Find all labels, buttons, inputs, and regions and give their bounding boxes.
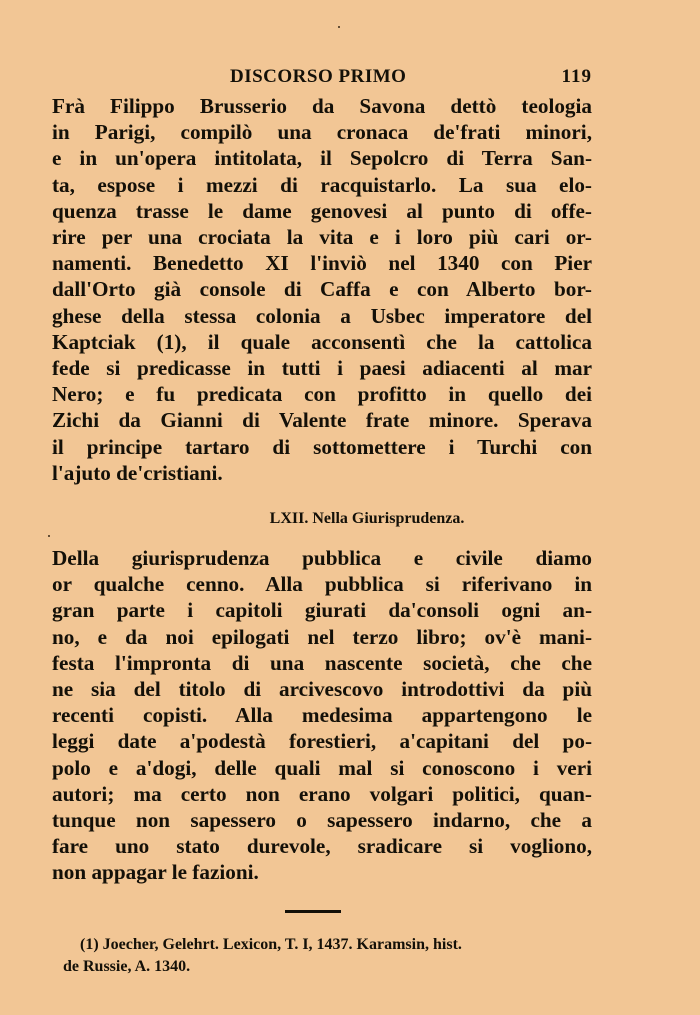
paragraph-1-line: dall'Orto già console di Caffa e con Alberto bor-: [52, 277, 592, 302]
footnote-line: (1) Joecher, Gelehrt. Lexicon, T. I, 1437. Karamsin, hist.: [80, 936, 462, 953]
paragraph-2-line: polo e a'dogi, delle quali mal si conoscono i veri: [52, 755, 592, 780]
paragraph-1-line: namenti. Benedetto XI l'inviò nel 1340 con Pier: [52, 251, 592, 276]
footnote-line: de Russie, A. 1340.: [63, 958, 191, 975]
paragraph-2-line: recenti copisti. Alla medesima appartengono le: [52, 703, 592, 728]
section-heading: [0, 510, 700, 528]
paragraph-1-line: ghese della stessa colonia a Usbec imperatore del: [52, 303, 592, 328]
paragraph-1-line: rire per una crociata la vita e i loro più cari or-: [52, 225, 592, 250]
running-title: DISCORSO PRIMO: [230, 66, 407, 87]
paragraph-1-line: Zichi da Gianni di Valente frate minore. Sperava: [52, 408, 592, 433]
paragraph-1-line: e in un'opera intitolata, il Sepolcro di Terra San-: [52, 146, 592, 171]
paragraph-2-line: ne sia del titolo di arcivescovo introdottivi da più: [52, 677, 592, 702]
paragraph-2-line: fare uno stato durevole, sradicare si vogliono,: [52, 834, 592, 859]
paragraph-1-line: Kaptciak (1), il quale acconsentì che la cattolica: [52, 329, 592, 354]
speck-mark: [48, 535, 50, 537]
paragraph-1-line: il principe tartaro di sottomettere i Turchi con: [52, 434, 592, 459]
running-header: [52, 66, 592, 92]
footnote: [63, 934, 590, 978]
paragraph-2-line: leggi date a'podestà forestieri, a'capitani del po-: [52, 729, 592, 754]
paragraph-1-line: ta, espose i mezzi di racquistarlo. La sua elo-: [52, 172, 592, 197]
footnote-separator: [285, 910, 341, 913]
paragraph-2-line: or qualche cenno. Alla pubblica si riferivano in: [52, 572, 592, 597]
paragraph-2-line: no, e da noi epilogati nel terzo libro; ov'è mani-: [52, 624, 592, 649]
paragraph-1-line: Nero; e fu predicata con profitto in quello dei: [52, 382, 592, 407]
paragraph-1-line: l'ajuto de'cristiani.: [52, 460, 223, 485]
paragraph-2: [52, 545, 592, 886]
paragraph-2-line: autori; ma certo non erano volgari politici, quan-: [52, 781, 592, 806]
page-number: 119: [561, 66, 592, 87]
paragraph-1: [52, 93, 592, 486]
paragraph-1-line: fede si predicasse in tutti i paesi adiacenti al mar: [52, 356, 592, 381]
section-heading-text: LXII. Nella Giurisprudenza.: [269, 510, 465, 527]
paragraph-2-line: tunque non sapessero o sapessero indarno, che a: [52, 808, 592, 833]
paragraph-2-line: Della giurisprudenza pubblica e civile diamo: [52, 546, 592, 570]
paragraph-1-line: in Parigi, compilò una cronaca de'frati minori,: [52, 120, 592, 145]
paragraph-2-line: festa l'impronta di una nascente società, che che: [52, 650, 592, 675]
paragraph-2-line: gran parte i capitoli giurati da'consoli ogni an-: [52, 598, 592, 623]
paragraph-1-line: Frà Filippo Brusserio da Savona dettò teologia: [52, 94, 592, 118]
paragraph-1-line: quenza trasse le dame genovesi al punto di offe-: [52, 198, 592, 223]
speck-mark: [338, 26, 340, 28]
paragraph-2-line: non appagar le fazioni.: [52, 860, 259, 885]
